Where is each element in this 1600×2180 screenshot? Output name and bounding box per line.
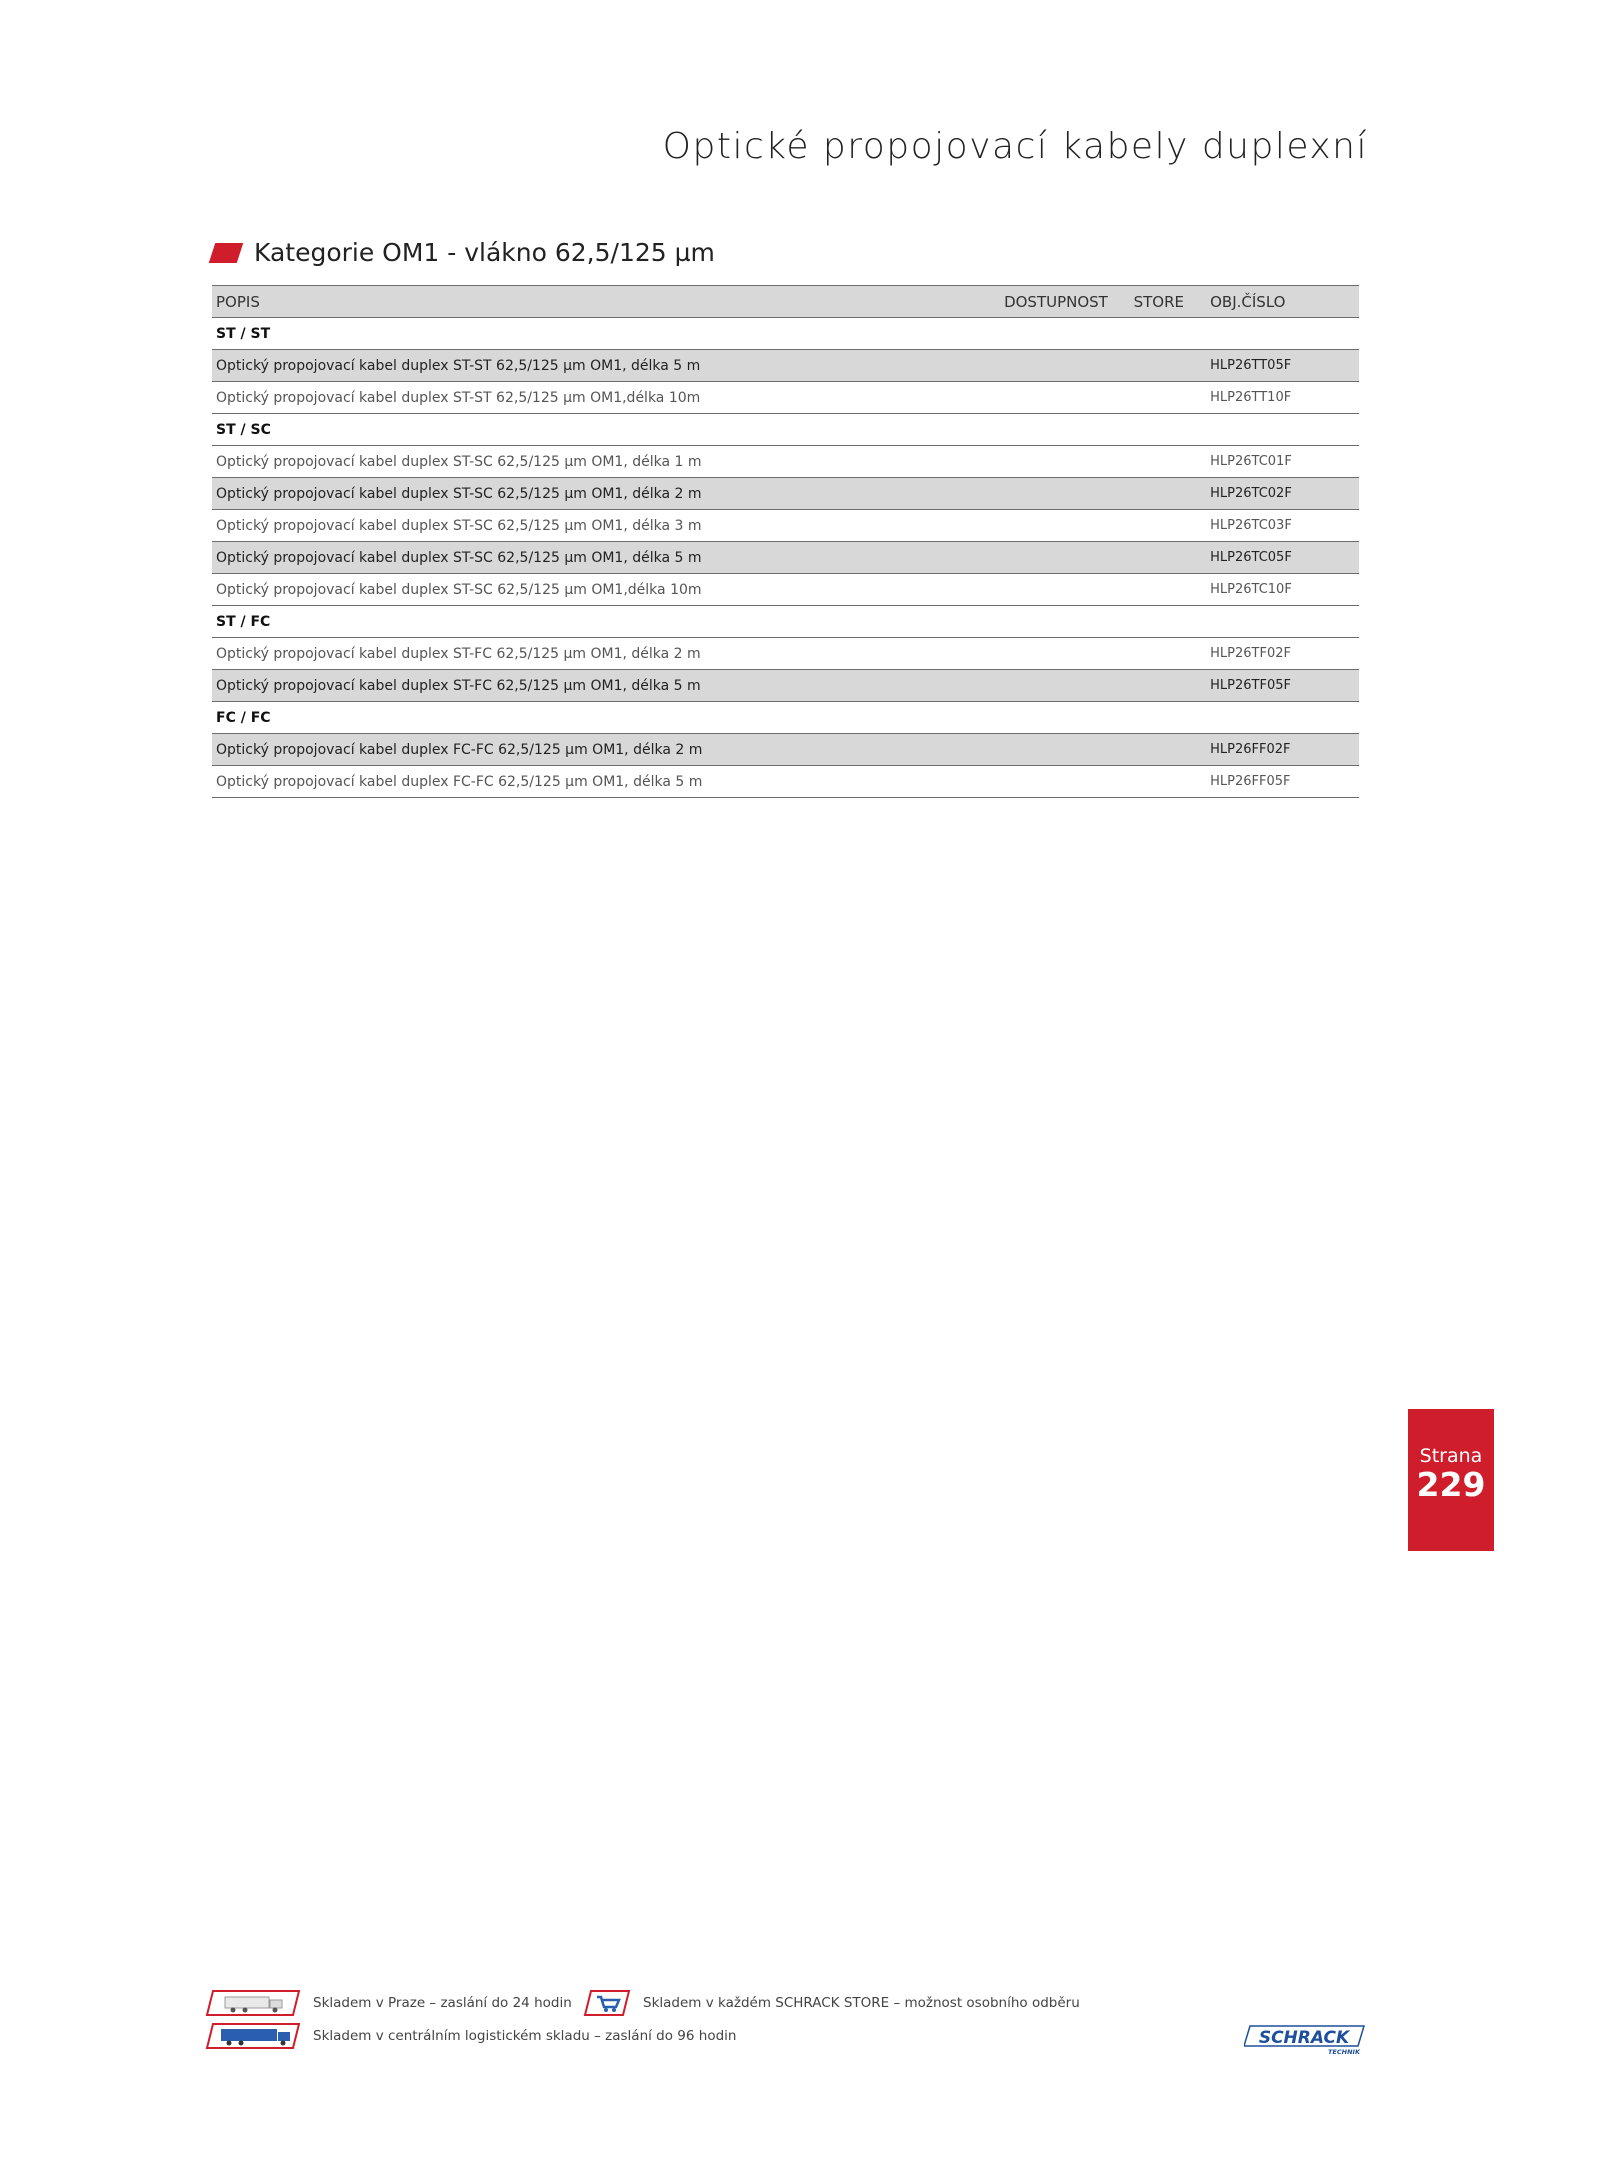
shopping-cart-icon [583,1990,631,2016]
cell-description: Optický propojovací kabel duplex ST-SC 62,5/125 µm OM1, délka 3 m [212,510,1000,542]
cell-availability [1000,382,1130,414]
cell-code: HLP26TF05F [1206,670,1359,702]
cell-availability [1000,734,1130,766]
group-row [212,318,1359,350]
cell-description: Optický propojovací kabel duplex ST-SC 62,5/125 µm OM1,délka 10m [212,574,1000,606]
legend-item-prague [205,1990,572,2016]
table-row [212,446,1359,478]
cell-store [1130,510,1207,542]
cell-description: Optický propojovací kabel duplex FC-FC 62,5/125 µm OM1, délka 5 m [212,766,1000,798]
cell-store [1130,446,1207,478]
logo-text: SCHRACK [1258,2028,1350,2048]
legend-text-store: Skladem v každém SCHRACK STORE – možnost osobního odběru [643,1995,1080,2011]
cell-store [1130,766,1207,798]
table-header-row [212,286,1359,318]
logo-subtext: TECHNIK [1328,2048,1360,2056]
cell-description: Optický propojovací kabel duplex FC-FC 62,5/125 µm OM1, délka 2 m [212,734,1000,766]
group-title: ST / SC [212,414,1359,446]
truck-white-icon [205,1990,301,2016]
cell-availability [1000,542,1130,574]
section-heading-text: Kategorie OM1 - vlákno 62,5/125 µm [254,238,715,267]
table-row [212,638,1359,670]
group-title: FC / FC [212,702,1359,734]
group-row [212,414,1359,446]
table-row [212,382,1359,414]
cell-code: HLP26TF02F [1206,638,1359,670]
cell-code: HLP26TC01F [1206,446,1359,478]
header-store: STORE [1130,286,1207,318]
table-row [212,734,1359,766]
group-row [212,606,1359,638]
cell-availability [1000,766,1130,798]
product-table [212,285,1359,798]
legend-text-central: Skladem v centrálním logistickém skladu – zaslání do 96 hodin [313,2028,737,2044]
table-row [212,766,1359,798]
cell-store [1130,734,1207,766]
cell-description: Optický propojovací kabel duplex ST-SC 62,5/125 µm OM1, délka 5 m [212,542,1000,574]
table-row [212,574,1359,606]
page-number: 229 [1416,1465,1486,1504]
cell-code: HLP26TT05F [1206,350,1359,382]
cell-availability [1000,446,1130,478]
table-row [212,670,1359,702]
cell-store [1130,350,1207,382]
truck-blue-icon [205,2023,301,2049]
cell-description: Optický propojovací kabel duplex ST-ST 62,5/125 µm OM1, délka 5 m [212,350,1000,382]
cell-description: Optický propojovací kabel duplex ST-ST 62,5/125 µm OM1,délka 10m [212,382,1000,414]
cell-code: HLP26TT10F [1206,382,1359,414]
page-label: Strana [1419,1445,1483,1467]
cell-availability [1000,574,1130,606]
group-row [212,702,1359,734]
table-row [212,542,1359,574]
cell-availability [1000,510,1130,542]
group-title: ST / FC [212,606,1359,638]
cell-description: Optický propojovací kabel duplex ST-FC 62,5/125 µm OM1, délka 2 m [212,638,1000,670]
cell-code: HLP26FF05F [1206,766,1359,798]
legend-item-store [583,1990,1080,2016]
group-title: ST / ST [212,318,1359,350]
section-heading [212,238,715,267]
table-row [212,350,1359,382]
cell-store [1130,574,1207,606]
legend-item-central [205,2023,736,2049]
header-code: OBJ.ČÍSLO [1206,286,1359,318]
cell-description: Optický propojovací kabel duplex ST-SC 62,5/125 µm OM1, délka 1 m [212,446,1000,478]
cell-store [1130,382,1207,414]
cell-availability [1000,478,1130,510]
cell-code: HLP26TC05F [1206,542,1359,574]
page-title: Optické propojovací kabely duplexní [662,126,1368,167]
cell-availability [1000,670,1130,702]
table-row [212,478,1359,510]
cell-code: HLP26TC03F [1206,510,1359,542]
schrack-logo [1244,2022,1368,2056]
heading-marker [209,243,243,263]
cell-store [1130,542,1207,574]
cell-store [1130,670,1207,702]
header-availability: DOSTUPNOST [1000,286,1130,318]
cell-availability [1000,638,1130,670]
cell-code: HLP26FF02F [1206,734,1359,766]
cell-store [1130,638,1207,670]
cell-description: Optický propojovací kabel duplex ST-FC 62,5/125 µm OM1, délka 5 m [212,670,1000,702]
header-description: POPIS [212,286,1000,318]
cell-code: HLP26TC02F [1206,478,1359,510]
cell-store [1130,478,1207,510]
cell-description: Optický propojovací kabel duplex ST-SC 62,5/125 µm OM1, délka 2 m [212,478,1000,510]
page-number-tab [1408,1409,1494,1551]
legend-text-prague: Skladem v Praze – zaslání do 24 hodin [313,1995,572,2011]
table-row [212,510,1359,542]
cell-code: HLP26TC10F [1206,574,1359,606]
cell-availability [1000,350,1130,382]
